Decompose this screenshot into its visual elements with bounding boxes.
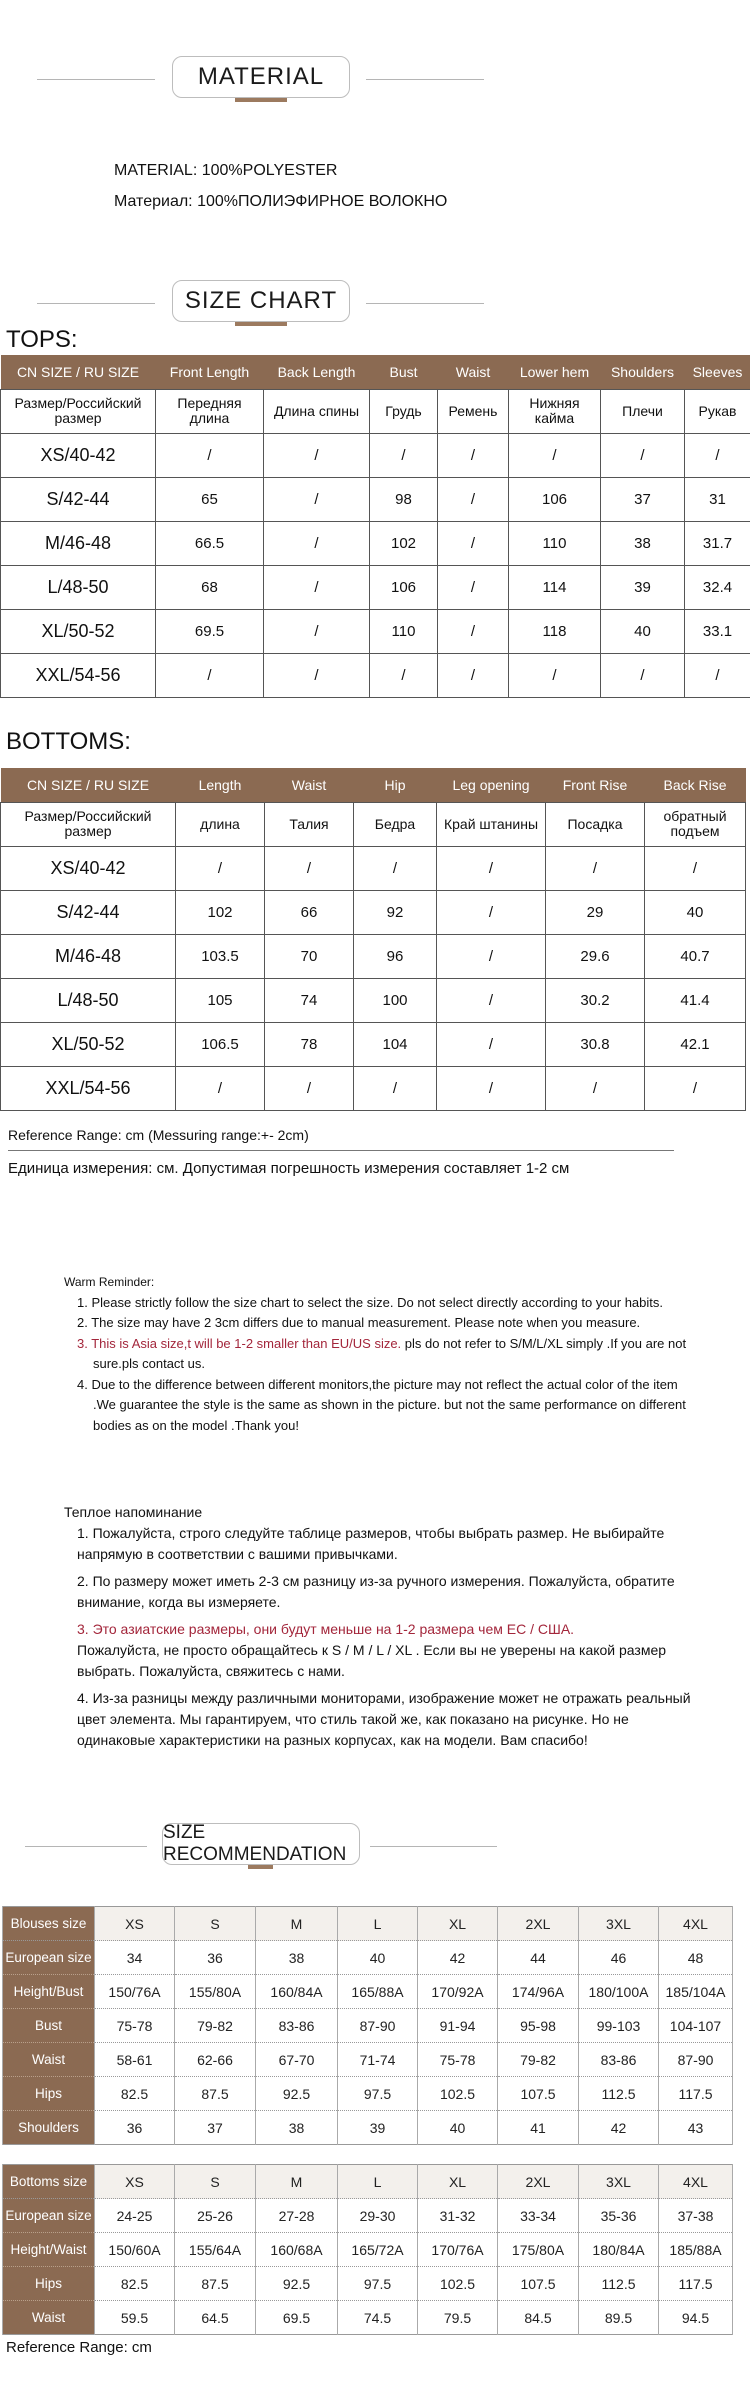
size-label-cell: XXL/54-56 xyxy=(1,653,156,697)
size-label-cell: M/46-48 xyxy=(1,934,176,978)
measurement-cell: 100 xyxy=(354,978,437,1022)
column-header-ru: Рукав xyxy=(685,389,750,433)
value-cell: 75-78 xyxy=(418,2043,498,2077)
measurement-cell: 38 xyxy=(601,521,685,565)
value-cell: 36 xyxy=(95,2111,175,2145)
size-header-cell: S xyxy=(175,2165,256,2199)
row-header: Shoulders xyxy=(3,2111,95,2145)
size-chart-section-header xyxy=(0,280,750,328)
measurement-cell: 31.7 xyxy=(685,521,750,565)
table-row xyxy=(1,1022,746,1066)
material-ru: Материал: 100%ПОЛИЭФИРНОЕ ВОЛОКНО xyxy=(114,193,448,210)
measurement-cell: 70 xyxy=(265,934,354,978)
table-row xyxy=(3,2199,733,2233)
row-header: Blouses size xyxy=(3,1907,95,1941)
size-header-cell: S xyxy=(175,1907,256,1941)
row-header: Hips xyxy=(3,2077,95,2111)
value-cell: 175/80A xyxy=(498,2233,579,2267)
value-cell: 160/68A xyxy=(256,2233,338,2267)
measurement-cell: 104 xyxy=(354,1022,437,1066)
value-cell: 24-25 xyxy=(95,2199,175,2233)
highlight-text: This is Asia size,t will be 1-2 smaller than EU/US size. xyxy=(91,1335,402,1351)
table-row xyxy=(1,978,746,1022)
size-recommendation-section-header xyxy=(0,1823,750,1871)
value-cell: 43 xyxy=(659,2111,733,2145)
section-title: SIZE CHART xyxy=(172,280,350,322)
measurement-cell: 30.8 xyxy=(546,1022,645,1066)
table-row xyxy=(3,2233,733,2267)
measurement-cell: / xyxy=(438,521,509,565)
title-accent-bar xyxy=(235,322,287,326)
size-header-row xyxy=(3,1907,733,1941)
value-cell: 170/76A xyxy=(418,2233,498,2267)
table-row xyxy=(3,2043,733,2077)
column-header-ru: Нижняя кайма xyxy=(509,389,601,433)
table-row xyxy=(3,2077,733,2111)
row-header: Waist xyxy=(3,2301,95,2335)
measurement-cell: 96 xyxy=(354,934,437,978)
size-label-cell: XS/40-42 xyxy=(1,433,156,477)
measurement-cell: / xyxy=(156,653,264,697)
measurement-cell: / xyxy=(438,653,509,697)
value-cell: 117.5 xyxy=(659,2267,733,2301)
measurement-cell: / xyxy=(156,433,264,477)
measurement-cell: 40.7 xyxy=(645,934,746,978)
value-cell: 165/72A xyxy=(338,2233,418,2267)
measurement-cell: 98 xyxy=(370,477,438,521)
column-header-ru: Посадка xyxy=(546,802,645,846)
measurement-cell: 110 xyxy=(370,609,438,653)
divider-line xyxy=(37,303,155,304)
value-cell: 40 xyxy=(338,1941,418,1975)
reminder-title: Теплое напоминание xyxy=(64,1504,203,1520)
value-cell: 180/100A xyxy=(579,1975,659,2009)
measurement-cell: / xyxy=(645,1066,746,1110)
value-cell: 170/92A xyxy=(418,1975,498,2009)
column-header: Waist xyxy=(438,355,509,389)
bottoms-label: BOTTOMS: xyxy=(6,728,131,755)
measurement-cell: / xyxy=(601,433,685,477)
value-cell: 37 xyxy=(175,2111,256,2145)
value-cell: 117.5 xyxy=(659,2077,733,2111)
value-cell: 155/64A xyxy=(175,2233,256,2267)
row-header: Height/Bust xyxy=(3,1975,95,2009)
measurement-cell: / xyxy=(438,477,509,521)
column-header-ru: Размер/Российский размер xyxy=(1,389,156,433)
size-label-cell: L/48-50 xyxy=(1,978,176,1022)
value-cell: 79-82 xyxy=(498,2043,579,2077)
value-cell: 69.5 xyxy=(256,2301,338,2335)
column-header-ru: Длина спины xyxy=(264,389,370,433)
column-header: CN SIZE / RU SIZE xyxy=(1,355,156,389)
size-label-cell: S/42-44 xyxy=(1,890,176,934)
value-cell: 34 xyxy=(95,1941,175,1975)
row-header: Waist xyxy=(3,2043,95,2077)
column-header: Back Length xyxy=(264,355,370,389)
value-cell: 74.5 xyxy=(338,2301,418,2335)
measurement-cell: 40 xyxy=(601,609,685,653)
value-cell: 46 xyxy=(579,1941,659,1975)
bottoms-size-table xyxy=(0,768,746,1111)
measurement-cell: / xyxy=(438,565,509,609)
measurement-cell: / xyxy=(370,433,438,477)
measurement-cell: 40 xyxy=(645,890,746,934)
warm-reminder-ru xyxy=(64,1502,704,1757)
value-cell: 107.5 xyxy=(498,2077,579,2111)
measurement-cell: 103.5 xyxy=(176,934,265,978)
value-cell: 40 xyxy=(418,2111,498,2145)
column-header: Bust xyxy=(370,355,438,389)
column-header-ru: Передняя длина xyxy=(156,389,264,433)
measurement-cell: 106.5 xyxy=(176,1022,265,1066)
measurement-cell: / xyxy=(438,433,509,477)
size-header-cell: 4XL xyxy=(659,2165,733,2199)
measurement-cell: / xyxy=(264,477,370,521)
value-cell: 92.5 xyxy=(256,2267,338,2301)
value-cell: 104-107 xyxy=(659,2009,733,2043)
header-row-ru xyxy=(1,389,750,433)
value-cell: 174/96A xyxy=(498,1975,579,2009)
table-row xyxy=(3,2267,733,2301)
table-row xyxy=(1,846,746,890)
value-cell: 180/84A xyxy=(579,2233,659,2267)
measurement-cell: 69.5 xyxy=(156,609,264,653)
column-header-ru: обратный подъем xyxy=(645,802,746,846)
value-cell: 37-38 xyxy=(659,2199,733,2233)
table-row xyxy=(1,1066,746,1110)
section-title: MATERIAL xyxy=(172,56,350,98)
reminder-item: 4. Due to the difference between different monitors,the picture may not reflect the actual color of the item .We guarantee the style is the same as shown in the picture. but not the same performance on different bodies as on the model .Thank you! xyxy=(77,1376,686,1433)
value-cell: 95-98 xyxy=(498,2009,579,2043)
reminder-item: 1. Пожалуйста, строго следуйте таблице размеров, чтобы выбрать размер. Не выбирайте напрямую в соответствии с вашими привычками. xyxy=(77,1525,665,1562)
measurement-cell: 30.2 xyxy=(546,978,645,1022)
value-cell: 75-78 xyxy=(95,2009,175,2043)
value-cell: 79-82 xyxy=(175,2009,256,2043)
column-header: Sleeves xyxy=(685,355,750,389)
reference-range-final: Reference Range: cm xyxy=(6,2339,152,2356)
tops-size-table xyxy=(0,355,750,698)
size-header-cell: M xyxy=(256,1907,338,1941)
size-header-cell: 3XL xyxy=(579,2165,659,2199)
divider-line xyxy=(25,1846,147,1847)
column-header: Lower hem xyxy=(509,355,601,389)
value-cell: 89.5 xyxy=(579,2301,659,2335)
divider-line xyxy=(370,1846,497,1847)
header-row-en xyxy=(1,768,746,802)
value-cell: 185/104A xyxy=(659,1975,733,2009)
measurement-cell: / xyxy=(437,1022,546,1066)
reminder-item: 3. This is Asia size,t will be 1-2 smaller than EU/US size. pls do not refer to S/M/L/XL simply .If you are not sure.pls contact us. xyxy=(77,1335,687,1371)
measurement-cell: / xyxy=(265,846,354,890)
measurement-cell: / xyxy=(264,521,370,565)
divider-line xyxy=(37,79,155,80)
measurement-cell: 39 xyxy=(601,565,685,609)
value-cell: 97.5 xyxy=(338,2077,418,2111)
size-label-cell: M/46-48 xyxy=(1,521,156,565)
reminder-item: 3. Это азиатские размеры, они будут меньше на 1-2 размера чем ЕС / США. Пожалуйста, не просто обращайтесь к S / M / L / XL . Если вы не уверены на какой размер выбрать. Пожалуйста, свяжитесь с нами. xyxy=(64,1619,704,1682)
measurement-cell: / xyxy=(509,433,601,477)
header-row-ru xyxy=(1,802,746,846)
value-cell: 150/60A xyxy=(95,2233,175,2267)
measurement-cell: / xyxy=(601,653,685,697)
value-cell: 91-94 xyxy=(418,2009,498,2043)
header-row-en xyxy=(1,355,750,389)
column-header: Leg opening xyxy=(437,768,546,802)
table-row xyxy=(1,521,750,565)
measurement-cell: 29.6 xyxy=(546,934,645,978)
measurement-cell: 29 xyxy=(546,890,645,934)
column-header-ru: Плечи xyxy=(601,389,685,433)
value-cell: 36 xyxy=(175,1941,256,1975)
table-row xyxy=(1,433,750,477)
measurement-cell: / xyxy=(354,1066,437,1110)
reminder-item: 4. Из-за разницы между различными мониторами, изображение может не отражать реальный цвет элемента. Мы гарантируем, что стиль такой же, как показано на рисунке. Но не одинаковые характеристики на разных корпусах, как на модели. Вам спасибо! xyxy=(77,1690,691,1748)
value-cell: 112.5 xyxy=(579,2077,659,2111)
column-header: Front Rise xyxy=(546,768,645,802)
reminder-title: Warm Reminder: xyxy=(64,1275,155,1289)
column-header-ru: Край штанины xyxy=(437,802,546,846)
value-cell: 84.5 xyxy=(498,2301,579,2335)
column-header: Waist xyxy=(265,768,354,802)
measurement-cell: 41.4 xyxy=(645,978,746,1022)
measurement-cell: 102 xyxy=(370,521,438,565)
value-cell: 44 xyxy=(498,1941,579,1975)
measurement-cell: 110 xyxy=(509,521,601,565)
value-cell: 67-70 xyxy=(256,2043,338,2077)
measurement-cell: / xyxy=(437,846,546,890)
value-cell: 38 xyxy=(256,1941,338,1975)
value-cell: 82.5 xyxy=(95,2077,175,2111)
measurement-cell: / xyxy=(370,653,438,697)
column-header-ru: Грудь xyxy=(370,389,438,433)
row-header: Bust xyxy=(3,2009,95,2043)
table-row xyxy=(1,934,746,978)
size-label-cell: L/48-50 xyxy=(1,565,156,609)
measurement-cell: 65 xyxy=(156,477,264,521)
bottoms-recommendation-table xyxy=(2,2164,733,2335)
column-header: Hip xyxy=(354,768,437,802)
size-header-cell: 2XL xyxy=(498,2165,579,2199)
table-row xyxy=(1,565,750,609)
measurement-cell: 102 xyxy=(176,890,265,934)
size-header-row xyxy=(3,2165,733,2199)
value-cell: 155/80A xyxy=(175,1975,256,2009)
column-header: Shoulders xyxy=(601,355,685,389)
value-cell: 160/84A xyxy=(256,1975,338,2009)
table-row xyxy=(3,1975,733,2009)
table-row xyxy=(3,1941,733,1975)
column-header-ru: Ремень xyxy=(438,389,509,433)
size-header-cell: XL xyxy=(418,2165,498,2199)
measurement-cell: 92 xyxy=(354,890,437,934)
measurement-cell: 37 xyxy=(601,477,685,521)
value-cell: 27-28 xyxy=(256,2199,338,2233)
value-cell: 41 xyxy=(498,2111,579,2145)
divider-line xyxy=(366,79,484,80)
divider-line xyxy=(8,1150,674,1151)
divider-line xyxy=(366,303,484,304)
measurement-cell: / xyxy=(437,978,546,1022)
reminder-item: 1. Please strictly follow the size chart to select the size. Do not select directly according to your habits. xyxy=(77,1294,664,1310)
measurement-cell: / xyxy=(354,846,437,890)
measurement-cell: / xyxy=(264,609,370,653)
value-cell: 87.5 xyxy=(175,2077,256,2111)
value-cell: 99-103 xyxy=(579,2009,659,2043)
value-cell: 31-32 xyxy=(418,2199,498,2233)
measurement-cell: 68 xyxy=(156,565,264,609)
size-header-cell: L xyxy=(338,1907,418,1941)
column-header-ru: Талия xyxy=(265,802,354,846)
measurement-cell: / xyxy=(685,433,750,477)
measurement-cell: / xyxy=(176,1066,265,1110)
row-header: Height/Waist xyxy=(3,2233,95,2267)
reminder-item: 2. По размеру может иметь 2-3 см разницу из-за ручного измерения. Пожалуйста, обратите внимание, когда вы измеряете. xyxy=(77,1573,675,1610)
column-header-ru: длина xyxy=(176,802,265,846)
reference-range-en: Reference Range: cm (Messuring range:+- 2cm) xyxy=(8,1127,309,1143)
column-header: Back Rise xyxy=(645,768,746,802)
table-row xyxy=(1,477,750,521)
value-cell: 87-90 xyxy=(338,2009,418,2043)
value-cell: 150/76A xyxy=(95,1975,175,2009)
measurement-cell: 106 xyxy=(370,565,438,609)
value-cell: 92.5 xyxy=(256,2077,338,2111)
value-cell: 112.5 xyxy=(579,2267,659,2301)
value-cell: 42 xyxy=(579,2111,659,2145)
measurement-cell: 31 xyxy=(685,477,750,521)
value-cell: 38 xyxy=(256,2111,338,2145)
table-row xyxy=(3,2111,733,2145)
title-accent-bar xyxy=(235,98,287,102)
measurement-cell: / xyxy=(437,890,546,934)
measurement-cell: 114 xyxy=(509,565,601,609)
measurement-cell: / xyxy=(265,1066,354,1110)
table-row xyxy=(1,890,746,934)
blouses-recommendation-table xyxy=(2,1906,733,2145)
value-cell: 35-36 xyxy=(579,2199,659,2233)
column-header: Front Length xyxy=(156,355,264,389)
value-cell: 71-74 xyxy=(338,2043,418,2077)
measurement-cell: 74 xyxy=(265,978,354,1022)
measurement-cell: 78 xyxy=(265,1022,354,1066)
table-row xyxy=(1,653,750,697)
measurement-cell: / xyxy=(264,565,370,609)
measurement-cell: / xyxy=(685,653,750,697)
size-header-cell: XS xyxy=(95,1907,175,1941)
size-label-cell: S/42-44 xyxy=(1,477,156,521)
value-cell: 39 xyxy=(338,2111,418,2145)
column-header: Length xyxy=(176,768,265,802)
value-cell: 58-61 xyxy=(95,2043,175,2077)
measurement-cell: / xyxy=(437,1066,546,1110)
material-en: MATERIAL: 100%POLYESTER xyxy=(114,162,338,179)
row-header: Hips xyxy=(3,2267,95,2301)
title-accent-bar xyxy=(248,1865,273,1869)
material-section-header xyxy=(0,56,750,104)
value-cell: 59.5 xyxy=(95,2301,175,2335)
row-header: Bottoms size xyxy=(3,2165,95,2199)
value-cell: 165/88A xyxy=(338,1975,418,2009)
measurement-cell: / xyxy=(437,934,546,978)
value-cell: 48 xyxy=(659,1941,733,1975)
measurement-cell: / xyxy=(176,846,265,890)
value-cell: 107.5 xyxy=(498,2267,579,2301)
size-label-cell: XXL/54-56 xyxy=(1,1066,176,1110)
size-header-cell: 3XL xyxy=(579,1907,659,1941)
measurement-cell: / xyxy=(264,433,370,477)
value-cell: 64.5 xyxy=(175,2301,256,2335)
measurement-cell: 33.1 xyxy=(685,609,750,653)
value-cell: 42 xyxy=(418,1941,498,1975)
value-cell: 94.5 xyxy=(659,2301,733,2335)
value-cell: 82.5 xyxy=(95,2267,175,2301)
size-label-cell: XL/50-52 xyxy=(1,609,156,653)
value-cell: 185/88A xyxy=(659,2233,733,2267)
size-header-cell: L xyxy=(338,2165,418,2199)
measurement-cell: 42.1 xyxy=(645,1022,746,1066)
size-header-cell: M xyxy=(256,2165,338,2199)
tops-label: TOPS: xyxy=(6,326,78,353)
row-header: European size xyxy=(3,2199,95,2233)
measurement-cell: 66 xyxy=(265,890,354,934)
value-cell: 83-86 xyxy=(579,2043,659,2077)
value-cell: 102.5 xyxy=(418,2077,498,2111)
table-row xyxy=(3,2301,733,2335)
value-cell: 97.5 xyxy=(338,2267,418,2301)
value-cell: 33-34 xyxy=(498,2199,579,2233)
size-header-cell: XL xyxy=(418,1907,498,1941)
table-row xyxy=(3,2009,733,2043)
measurement-cell: 66.5 xyxy=(156,521,264,565)
size-header-cell: 2XL xyxy=(498,1907,579,1941)
measurement-cell: 106 xyxy=(509,477,601,521)
measurement-cell: / xyxy=(546,846,645,890)
value-cell: 87-90 xyxy=(659,2043,733,2077)
measurement-cell: / xyxy=(546,1066,645,1110)
size-header-cell: XS xyxy=(95,2165,175,2199)
value-cell: 83-86 xyxy=(256,2009,338,2043)
reference-range-ru: Единица измерения: см. Допустимая погрешность измерения составляет 1-2 см xyxy=(8,1160,570,1177)
column-header-ru: Бедра xyxy=(354,802,437,846)
measurement-cell: / xyxy=(264,653,370,697)
size-label-cell: XS/40-42 xyxy=(1,846,176,890)
reminder-item: 2. The size may have 2 3cm differs due to manual measurement. Please note when you measure. xyxy=(77,1315,641,1330)
size-header-cell: 4XL xyxy=(659,1907,733,1941)
column-header-ru: Размер/Российский размер xyxy=(1,802,176,846)
row-header: European size xyxy=(3,1941,95,1975)
measurement-cell: / xyxy=(509,653,601,697)
section-title: SIZE RECOMMENDATION xyxy=(162,1823,360,1865)
measurement-cell: / xyxy=(438,609,509,653)
table-row xyxy=(1,609,750,653)
highlight-text: 3. Это азиатские размеры, они будут меньше на 1-2 размера чем ЕС / США. xyxy=(77,1621,575,1637)
measurement-cell: / xyxy=(645,846,746,890)
value-cell: 62-66 xyxy=(175,2043,256,2077)
value-cell: 102.5 xyxy=(418,2267,498,2301)
column-header: CN SIZE / RU SIZE xyxy=(1,768,176,802)
measurement-cell: 118 xyxy=(509,609,601,653)
size-label-cell: XL/50-52 xyxy=(1,1022,176,1066)
value-cell: 29-30 xyxy=(338,2199,418,2233)
measurement-cell: 105 xyxy=(176,978,265,1022)
value-cell: 79.5 xyxy=(418,2301,498,2335)
measurement-cell: 32.4 xyxy=(685,565,750,609)
warm-reminder-en xyxy=(64,1272,704,1436)
value-cell: 25-26 xyxy=(175,2199,256,2233)
value-cell: 87.5 xyxy=(175,2267,256,2301)
